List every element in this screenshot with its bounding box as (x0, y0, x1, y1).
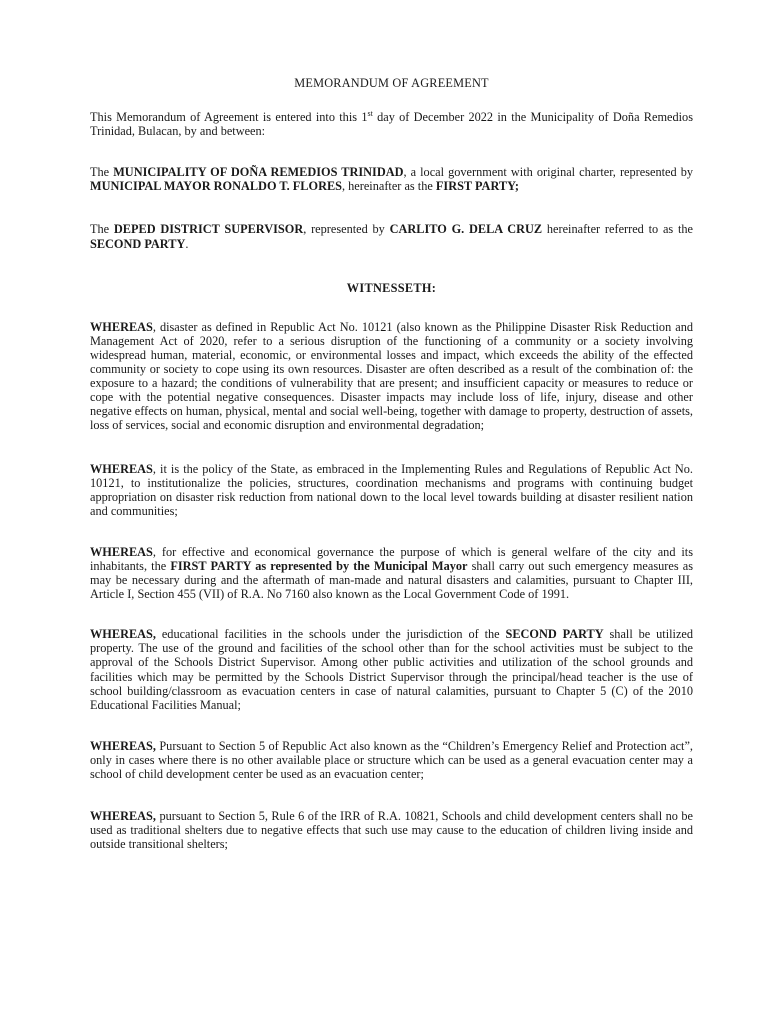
clause-text-2: shall be utilized property. The use of the ground and facilities of the school other than for the school activities must be subject to the approval of the Schools District Supervisor. Among other public activities and utilization of the school grounds and facilities which may be permitted by the Schools District Supervisor through the principal/head teacher is the use of school building/classroom as evacuation centers in case of natural calamities, pursuant to Chapter 5 (C) of the 2010 Educational Facilities Manual; (90, 627, 694, 712)
clause-text: Pursuant to Section 5 of Republic Act also known as the “Children’s Emergency Relief and Protection act”, only in cases where there is no other available place or structure which can be used as a general evacuation center may a school of child development center be used as an evacuation center; (90, 738, 693, 781)
witnesseth-heading: WITNESSETH: (346, 280, 437, 295)
clause-text-1: educational facilities in the schools under the jurisdiction of the (155, 627, 506, 642)
clause-text: pursuant to Section 5, Rule 6 of the IRR of R.A. 10821, Schools and child development centers shall no be used as traditional shelters due to negative effects that such use may cause to the education of children living inside and outside transitional shelters; (90, 809, 693, 852)
whereas-clause-1 (90, 320, 693, 433)
whereas-lead: WHEREAS, (90, 738, 156, 753)
second-party-representative: CARLITO G. DELA CRUZ (389, 222, 543, 237)
whereas-clause-2 (90, 462, 693, 518)
document-title: MEMORANDUM OF AGREEMENT (294, 76, 489, 90)
intro-text-2: day of December 2022 in the Municipality of Doña Remedios Trinidad, Bulacan, by and between: (90, 110, 693, 139)
whereas-clause-6 (90, 809, 693, 851)
whereas-clause-3 (90, 545, 693, 601)
intro-text-1: This Memorandum of Agreement is entered into this 1 (90, 110, 368, 125)
clause-text: , it is the policy of the State, as embraced in the Implementing Rules and Regulations of Republic Act No. 10121, to institutionalize the policies, structures, coordination mechanisms and programs with continuing budget appropriation on disaster risk reduction from national down to the local level towards building at disaster resilient nation and communities; (90, 461, 693, 518)
whereas-clause-4 (90, 627, 693, 712)
whereas-lead: WHEREAS (90, 319, 153, 334)
clause-bold-text: FIRST PARTY as represented by the Municipal Mayor (170, 558, 468, 573)
whereas-clause-5 (90, 739, 693, 781)
second-party-label: SECOND PARTY (90, 236, 186, 251)
second-party-end: . (185, 236, 189, 251)
first-party-text-2: , hereinafter as the (342, 179, 436, 194)
first-party-name: MUNICIPALITY OF DOÑA REMEDIOS TRINIDAD (113, 165, 404, 180)
second-party-name: DEPED DISTRICT SUPERVISOR (113, 222, 304, 237)
document-page (90, 76, 693, 880)
first-party-text-1: , a local government with original charter, represented by (403, 165, 693, 180)
whereas-lead: WHEREAS (90, 544, 153, 559)
second-party-text-1: , represented by (303, 222, 390, 237)
second-party-paragraph (90, 222, 693, 250)
clause-bold-text: SECOND PARTY (505, 627, 604, 642)
whereas-lead: WHEREAS, (90, 627, 156, 642)
clause-text-1: , for effective and economical governance the purpose of which is general welfare of the city and its inhabitants, the (90, 544, 693, 573)
whereas-lead: WHEREAS (90, 461, 153, 476)
second-party-the: The (90, 222, 114, 237)
clause-text: , disaster as defined in Republic Act No. 10121 (also known as the Philippine Disaster Risk Reduction and Management Act of 2020, refer to a serious disruption of the functioning of a community or a society involving widespread human, material, economic, or environmental losses and impact, which exceeds the ability of the effected community or society to cope using its own resources. Disaster are often described as a result of the combination of: the exposure to a hazard; the conditions of vulnerability that are present; and insufficient capacity or measures to reduce or cope with the potential negative consequences. Disaster impacts may include loss of life, injury, disease and other negative effects on human, physical, mental and social well-being, together with damage to property, destruction of assets, loss of services, social and economic disruption and environmental degradation; (90, 319, 693, 433)
first-party-label: FIRST PARTY; (435, 179, 519, 194)
clause-text-2: shall carry out such emergency measures as may be necessary during and the aftermath of man-made and natural disasters and calamities, pursuant to Chapter III, Article I, Section 455 (VII) of R.A. No 7160 also known as the Local Government Code of 1991. (90, 558, 694, 602)
whereas-lead: WHEREAS, (90, 809, 156, 824)
first-party-paragraph (90, 165, 693, 193)
first-party-the: The (90, 165, 114, 180)
second-party-text-2: hereinafter referred to as the (542, 222, 693, 237)
intro-paragraph (90, 110, 693, 138)
first-party-representative: MUNICIPAL MAYOR RONALDO T. FLORES (90, 179, 342, 194)
ordinal-suffix: st (367, 109, 373, 118)
